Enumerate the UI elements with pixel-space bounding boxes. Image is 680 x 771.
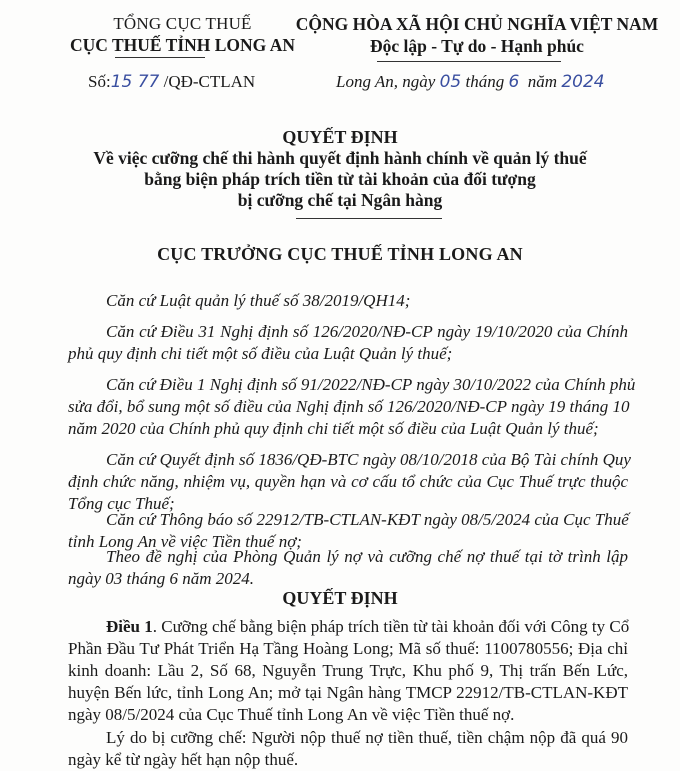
legal-basis-text: phủ quy định chi tiết một số điều của Luật Quản lý thuế;: [68, 344, 453, 363]
year-label: năm: [527, 72, 558, 91]
article-text: huyện Bến lức, tỉnh Long An; mở tại Ngân hàng TMCP 22912/TB-CTLAN-KĐT: [68, 683, 628, 702]
agency-divider: [115, 57, 205, 58]
legal-basis-text: Căn cứ Điều 31 Nghị định số 126/2020/NĐ-CP ngày 19/10/2020 của Chính: [106, 322, 628, 341]
decision-section-heading: QUYẾT ĐỊNH: [282, 588, 398, 608]
signing-authority: CỤC TRƯỞNG CỤC THUẾ TỈNH LONG AN: [157, 244, 523, 264]
article-text: ngày 08/5/2024 của Cục Thuế tỉnh Long An về việc Tiền thuế nợ.: [68, 705, 515, 724]
issuing-agency-block: [60, 14, 305, 56]
handwritten-month: 6: [508, 72, 520, 92]
subject-line: bằng biện pháp trích tiền từ tài khoản của đối tượng: [144, 169, 536, 189]
nation-name: CỘNG HÒA XÃ HỘI CHỦ NGHĨA VIỆT NAM: [295, 14, 659, 34]
legal-basis-text: sửa đổi, bổ sung một số điều của Nghị định số 126/2020/NĐ-CP ngày 19 tháng 10: [68, 397, 630, 416]
motto-divider: [377, 61, 561, 62]
place-and-date: [336, 72, 605, 92]
legal-basis-text: Tổng cục Thuế;: [68, 494, 175, 513]
handwritten-day: 05: [439, 72, 462, 92]
legal-basis: [68, 449, 631, 515]
month-label: tháng: [465, 72, 505, 91]
legal-basis-text: Căn cứ Quyết định số 1836/QĐ-BTC ngày 08/10/2018 của Bộ Tài chính Quy: [106, 450, 631, 469]
handwritten-year: 2024: [561, 72, 605, 92]
title-divider: [296, 218, 442, 219]
legal-basis-text: định chức năng, nhiệm vụ, quyền hạn và cơ cấu tổ chức của Cục Thuế trực thuộc: [68, 472, 628, 491]
enforcement-reason: [68, 727, 628, 771]
reason-text: ngày kể từ ngày hết hạn nộp thuế.: [68, 750, 299, 769]
legal-basis: [68, 321, 628, 365]
issuing-agency-name: CỤC THUẾ TỈNH LONG AN: [70, 35, 295, 55]
national-header-block: [292, 14, 662, 57]
document-number: [88, 72, 255, 92]
reason-text: Lý do bị cưỡng chế: Người nộp thuế nợ tiền thuế, tiền chậm nộp đã quá 90: [106, 728, 628, 747]
legal-basis-text: Căn cứ Điều 1 Nghị định số 91/2022/NĐ-CP ngày 30/10/2022 của Chính phủ: [106, 375, 636, 394]
national-motto: Độc lập - Tự do - Hạnh phúc: [370, 36, 584, 56]
handwritten-number: 15 77: [110, 72, 160, 92]
article-text: kinh doanh: Lầu 2, Số 68, Nguyễn Trung Trực, Khu phố 9, Thị trấn Bến Lức,: [68, 661, 628, 680]
article-1: [68, 616, 628, 726]
legal-basis: [68, 546, 628, 590]
legal-basis-text: tỉnh Long An về việc Tiền thuế nợ;: [68, 532, 302, 551]
decision-title: QUYẾT ĐỊNH: [282, 127, 398, 147]
article-label: Điều 1: [106, 617, 153, 636]
legal-basis-text: Căn cứ Thông báo số 22912/TB-CTLAN-KĐT ngày 08/5/2024 của Cục Thuế: [106, 510, 629, 529]
subject-line: bị cưỡng chế tại Ngân hàng: [237, 190, 443, 210]
number-suffix: /QĐ-CTLAN: [163, 72, 256, 91]
subject-line: Về việc cưỡng chế thi hành quyết định hành chính về quản lý thuế: [93, 148, 587, 168]
legal-basis: [68, 290, 628, 312]
decision-title-block: [0, 126, 680, 211]
legal-basis-text: ngày 03 tháng 6 năm 2024.: [68, 569, 255, 588]
article-text: Phần Đầu Tư Phát Triển Hạ Tầng Hoàng Long; Mã số thuế: 1100780556; Địa chỉ: [68, 639, 628, 658]
parent-agency: TỔNG CỤC THUẾ: [113, 14, 252, 33]
number-label: Số:: [88, 72, 111, 91]
legal-basis: [68, 374, 636, 440]
legal-basis-text: Căn cứ Luật quản lý thuế số 38/2019/QH14;: [106, 291, 411, 310]
legal-basis-text: năm 2020 của Chính phủ quy định chi tiết một số điều của Luật Quản lý thuế;: [68, 419, 599, 438]
legal-basis-text: Theo đề nghị của Phòng Quản lý nợ và cưỡng chế nợ thuế tại tờ trình lập: [106, 547, 628, 566]
place-prefix: Long An, ngày: [336, 72, 436, 91]
article-text: . Cưỡng chế bằng biện pháp trích tiền từ tài khoản đối với Công ty Cổ: [152, 617, 630, 636]
